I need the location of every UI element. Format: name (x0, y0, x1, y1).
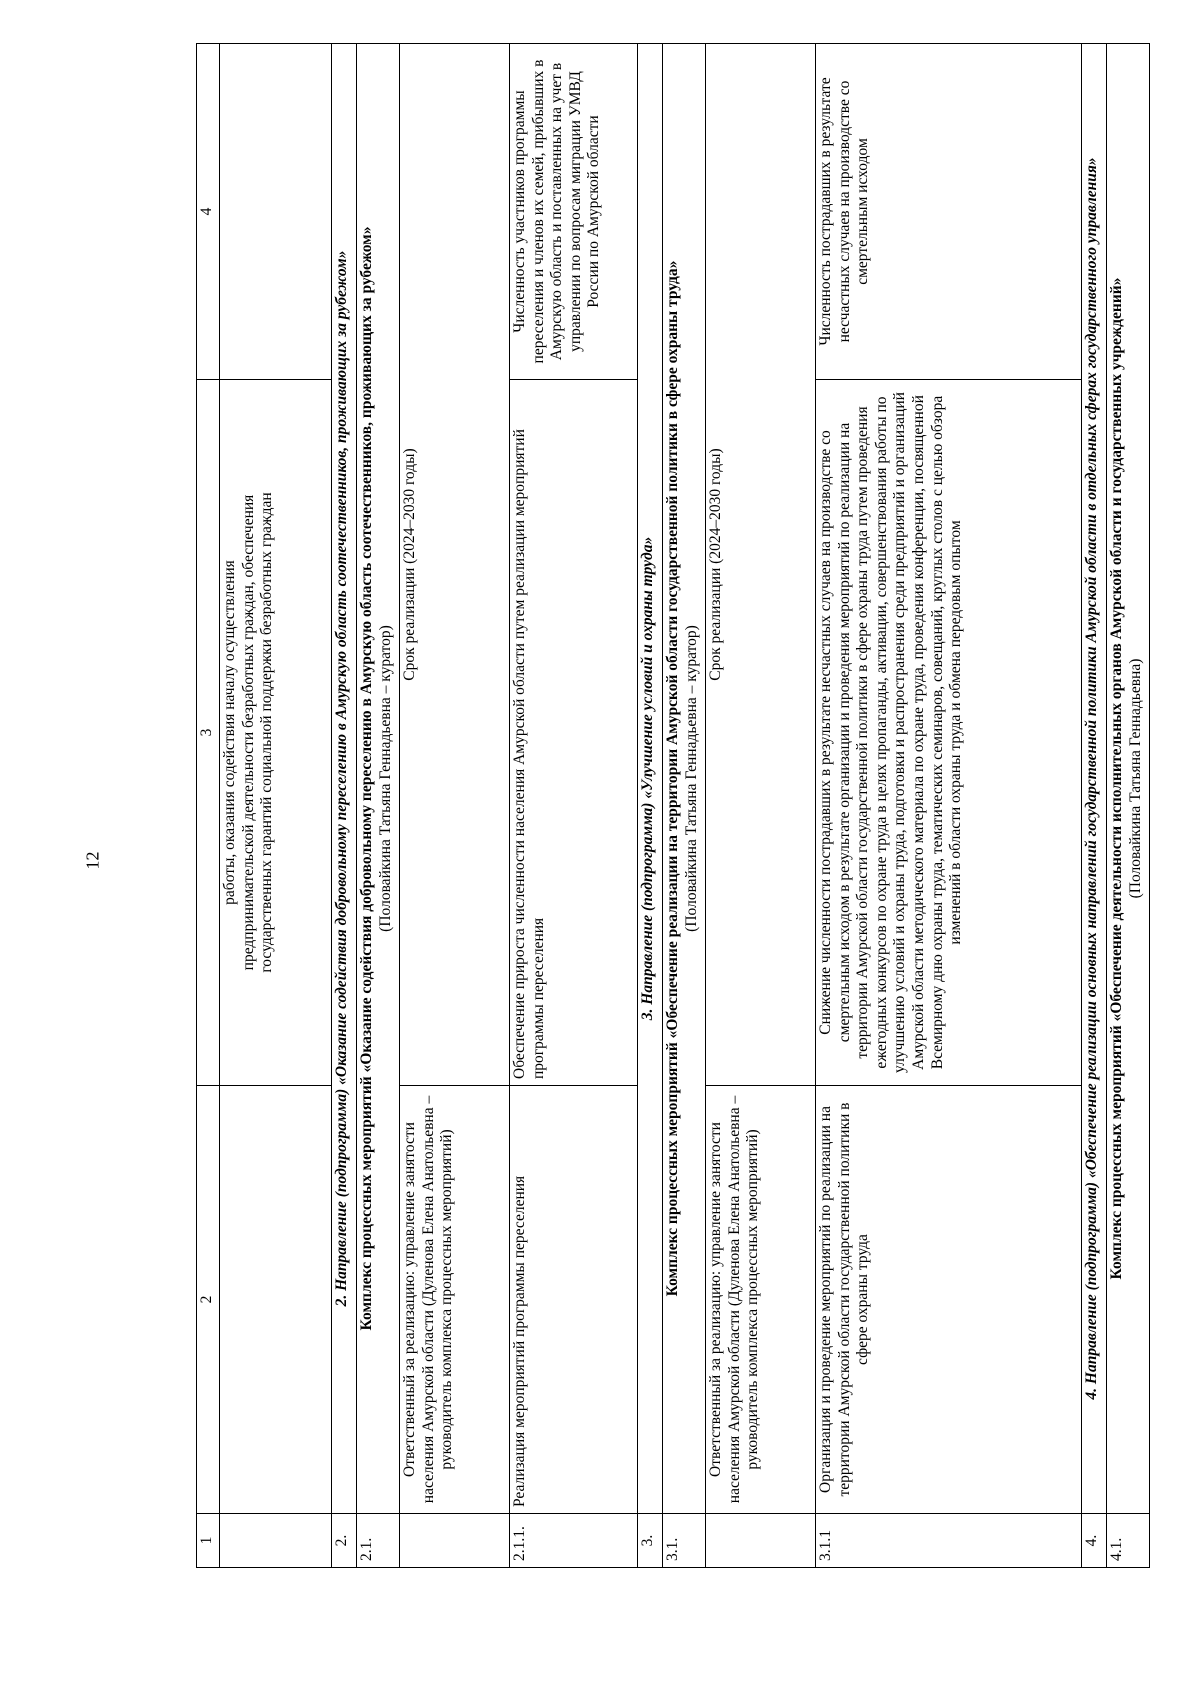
activity-2-1-1-goal: Обеспечение прироста численности населения Амурской области путем реализации мероприятий программы переселения (510, 380, 638, 1086)
cont-line-1: работы, оказания содействия началу осуществления (221, 560, 238, 905)
section-3-number: 3. (638, 1514, 663, 1568)
activity-row-3-1-1 (816, 44, 1082, 1568)
responsible-2-1-period: Срок реализации (2024–2030 годы) (400, 44, 510, 1086)
activity-3-1-1-goal: Снижение численности пострадавших в результате несчастных случаев на производстве со смертельным исходом в результате организации и проведения мероприятий по реализации на территории Амурской области государственной политики в сфере охраны труда путем проведения ежегодных конкурсов по охране труда в целях пропаганды, активации, совершенствования работы по улучшению условий и охраны труда, подготовки и распространения среди предприятий и организаций Амурской области методического материала по охране труда, проведения конференции, посвященной Всемирному дню охраны труда, тематических семинаров, совещаний, круглых столов с целью обзора изменений в области охраны труда и обмена передовым опытом (816, 380, 1082, 1086)
responsible-2-1-text: Ответственный за реализацию: управление занятости населения Амурской области (Дуленова Елена Анатольевна – руководитель комплекса процессных мероприятий) (400, 1086, 510, 1514)
activity-2-1-1-name: Реализация мероприятий программы переселения (510, 1086, 638, 1514)
section-row-3 (638, 44, 663, 1568)
complex-row-4-1 (1107, 44, 1150, 1568)
complex-row-3-1 (663, 44, 706, 1568)
responsible-row-2-1 (400, 44, 510, 1568)
complex-4-1-number: 4.1. (1107, 1514, 1150, 1568)
program-table (196, 43, 1150, 1568)
activity-2-1-1-number: 2.1.1. (510, 1514, 638, 1568)
section-4-title: 4. Направление (подпрограмма) «Обеспечение реализации основных направлений государственной политики Амурской области в отдельных сферах государственного управления» (1082, 44, 1107, 1514)
complex-2-1-curator: (Половайкина Татьяна Геннадьевна – куратор) (376, 625, 394, 932)
activity-3-1-1-name: Организация и проведение мероприятий по реализации на территории Амурской области государственной политики в сфере охраны труда (816, 1086, 1082, 1514)
page-number: 12 (82, 851, 103, 870)
responsible-3-1-col-1 (706, 1514, 816, 1568)
activity-3-1-1-number: 3.1.1 (816, 1514, 1082, 1568)
complex-3-1-curator: (Половайкина Татьяна Геннадьевна – куратор) (682, 625, 700, 932)
cont-col-3 (220, 380, 332, 1086)
header-col-4: 4 (197, 44, 220, 380)
continued-row (220, 44, 332, 1568)
section-row-2 (332, 44, 357, 1568)
section-2-number: 2. (332, 1514, 357, 1568)
cont-col-1 (220, 1514, 332, 1568)
complex-row-2-1 (357, 44, 400, 1568)
responsible-3-1-period: Срок реализации (2024–2030 годы) (706, 44, 816, 1086)
section-3-title: 3. Направление (подпрограмма) «Улучшение условий и охраны труда» (638, 44, 663, 1514)
complex-2-1-title: Комплекс процессных мероприятий «Оказание содействия добровольному переселению в Амурскую область соотечественников, проживающих за рубежом» (358, 226, 375, 1331)
section-4-number: 4. (1082, 1514, 1107, 1568)
cont-col-2 (220, 1086, 332, 1514)
responsible-2-1-col-1 (400, 1514, 510, 1568)
complex-2-1-cell (357, 44, 400, 1514)
cont-line-2: предпринимательской деятельности безработных граждан, обеспечения (239, 494, 257, 971)
activity-3-1-1-indicator: Численность пострадавших в результате несчастных случаев на производстве со смертельным исходом (816, 44, 1082, 380)
program-table-rotated (196, 44, 1196, 1568)
complex-3-1-number: 3.1. (663, 1514, 706, 1568)
cont-line-3: государственных гарантий социальной поддержки безработных граждан (258, 492, 276, 973)
section-2-title: 2. Направление (подпрограмма) «Оказание содействия добровольному переселению в Амурскую область соотечественников, проживающих за рубежом» (332, 44, 357, 1514)
responsible-row-3-1 (706, 44, 816, 1568)
cont-col-4 (220, 44, 332, 380)
activity-2-1-1-indicator: Численность участников программы переселения и членов их семей, прибывших в Амурскую область и поставленных на учет в управлении по вопросам миграции УМВД России по Амурской области (510, 44, 638, 380)
complex-4-1-curator: (Половайкина Татьяна Геннадьевна) (1126, 658, 1144, 899)
header-col-1: 1 (197, 1514, 220, 1568)
complex-4-1-cell (1107, 44, 1150, 1514)
activity-row-2-1-1 (510, 44, 638, 1568)
section-row-4 (1082, 44, 1107, 1568)
complex-2-1-number: 2.1. (357, 1514, 400, 1568)
complex-3-1-title: Комплекс процессных мероприятий «Обеспечение реализации на территории Амурской области государственной политики в сфере охраны труда» (664, 260, 681, 1297)
header-col-3: 3 (197, 380, 220, 1086)
complex-3-1-cell (663, 44, 706, 1514)
header-row (197, 44, 220, 1568)
responsible-3-1-text: Ответственный за реализацию: управление занятости населения Амурской области (Дуленова Елена Анатольевна – руководитель комплекса процессных мероприятий) (706, 1086, 816, 1514)
header-col-2: 2 (197, 1086, 220, 1514)
complex-4-1-title: Комплекс процессных мероприятий «Обеспечение деятельности исполнительных органов Амурской области и государственных учреждений» (1108, 277, 1125, 1280)
